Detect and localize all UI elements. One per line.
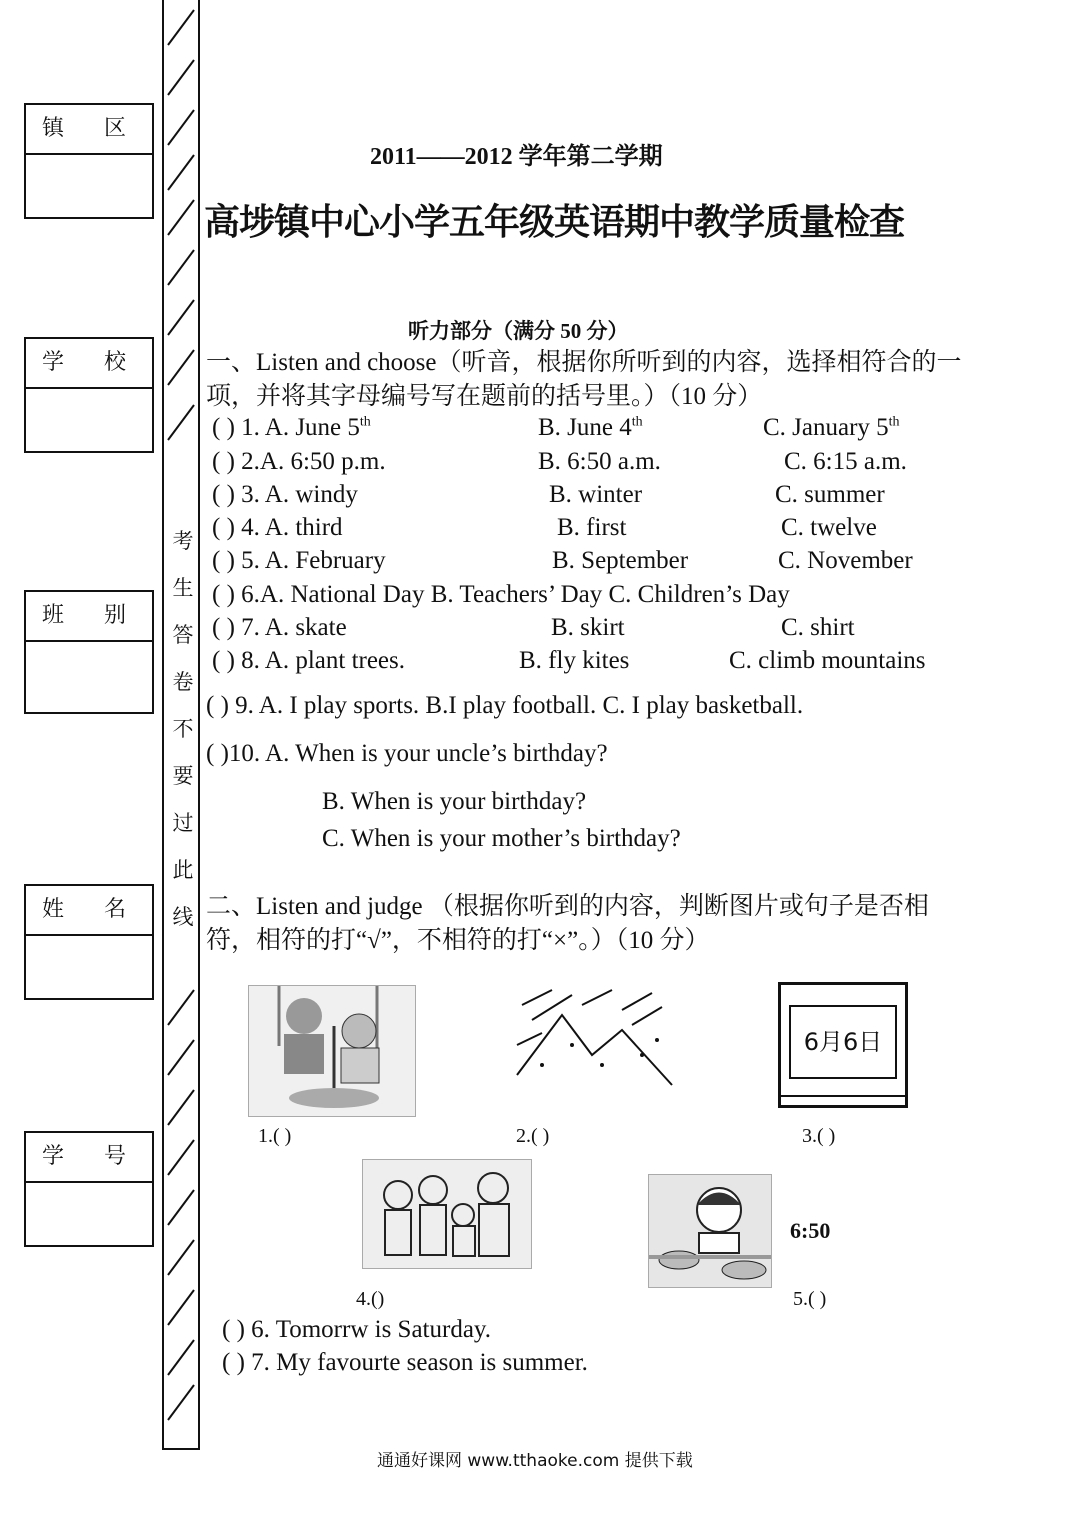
picture-2-answer: 2.( ) — [516, 1125, 550, 1147]
exam-title: 高埗镇中心小学五年级英语期中教学质量检查 — [204, 201, 905, 243]
question-9: ( ) 9. A. I play sports. B.I play football. C. I play basketball. — [206, 692, 804, 719]
q7-option-c: C. shirt — [781, 614, 855, 641]
info-box-number — [24, 1131, 167, 1247]
snowy-mountains-image — [512, 985, 678, 1093]
info-label-name: 姓名 — [26, 886, 152, 936]
listening-section-heading: 听力部分（满分 50 分） — [408, 319, 629, 343]
q1-option-b: B. June 4th — [538, 414, 643, 441]
statement-7: ( ) 7. My favourte season is summer. — [222, 1349, 588, 1376]
breakfast-image — [648, 1174, 772, 1288]
info-field-school[interactable] — [26, 389, 152, 451]
question-10: ( )10. A. When is your uncle’s birthday? — [206, 740, 608, 767]
q1-option-c: C. January 5th — [763, 414, 900, 441]
section1-instructions: 一、Listen and choose（听音，根据你所听到的内容，选择相符合的一项，并将其字母编号写在题前的括号里。）（10 分） — [206, 349, 962, 410]
no-write-past-line-note: 考 生 答 卷 不 要 过 此 线 — [172, 529, 194, 929]
statement-6: ( ) 6. Tomorrw is Saturday. — [222, 1316, 492, 1343]
q10-option-b: B. When is your birthday? — [322, 788, 587, 815]
q7-option-b: B. skirt — [551, 614, 625, 641]
question-3: ( ) 3. A. windy — [212, 481, 358, 508]
picture-3-answer: 3.( ) — [802, 1125, 836, 1147]
question-7: ( ) 7. A. skate — [212, 614, 347, 641]
info-field-number[interactable] — [26, 1183, 152, 1245]
q8-option-b: B. fly kites — [519, 647, 630, 674]
calendar-date: 6月6日 — [789, 1005, 897, 1079]
family-image — [362, 1159, 532, 1269]
question-2: ( ) 2.A. 6:50 p.m. — [212, 448, 386, 475]
info-field-class[interactable] — [26, 642, 152, 712]
info-field-town[interactable] — [26, 155, 152, 217]
question-1: ( ) 1. A. June 5th — [212, 414, 371, 441]
footer-source: 通通好课网 www.tthaoke.com 提供下载 — [377, 1451, 693, 1471]
q5-option-b: B. September — [552, 547, 689, 574]
planting-trees-image — [248, 985, 416, 1117]
clock-time-label: 6:50 — [790, 1218, 831, 1243]
info-field-name[interactable] — [26, 936, 152, 998]
question-4: ( ) 4. A. third — [212, 514, 343, 541]
q8-option-c: C. climb mountains — [729, 647, 926, 674]
info-box-name — [24, 884, 167, 1000]
q5-option-c: C. November — [778, 547, 913, 574]
question-6: ( ) 6.A. National Day B. Teachers’ Day C. Children’s Day — [212, 581, 790, 608]
info-label-number: 学号 — [26, 1133, 152, 1183]
info-label-class: 班别 — [26, 592, 152, 642]
picture-5-answer: 5.( ) — [793, 1288, 827, 1310]
calendar-image — [778, 982, 908, 1108]
q10-option-c: C. When is your mother’s birthday? — [322, 825, 681, 852]
q4-option-c: C. twelve — [781, 514, 877, 541]
question-5: ( ) 5. A. February — [212, 547, 386, 574]
picture-4-answer: 4.() — [356, 1288, 385, 1310]
info-box-school — [24, 337, 167, 453]
info-label-town: 镇区 — [26, 105, 152, 155]
q2-option-b: B. 6:50 a.m. — [538, 448, 661, 475]
section2-instructions: 二、Listen and judge （根据你听到的内容，判断图片或句子是否相符，相符的打“√”，不相符的打“×”。）（10 分） — [206, 893, 929, 954]
info-label-school: 学校 — [26, 339, 152, 389]
q2-option-c: C. 6:15 a.m. — [784, 448, 907, 475]
question-8: ( ) 8. A. plant trees. — [212, 647, 406, 674]
picture-1-answer: 1.( ) — [258, 1125, 292, 1147]
semester-heading: 2011――2012 学年第二学期 — [370, 144, 663, 170]
info-box-class — [24, 590, 167, 714]
q4-option-b: B. first — [557, 514, 627, 541]
q3-option-b: B. winter — [549, 481, 643, 508]
info-box-town — [24, 103, 167, 219]
q3-option-c: C. summer — [775, 481, 885, 508]
